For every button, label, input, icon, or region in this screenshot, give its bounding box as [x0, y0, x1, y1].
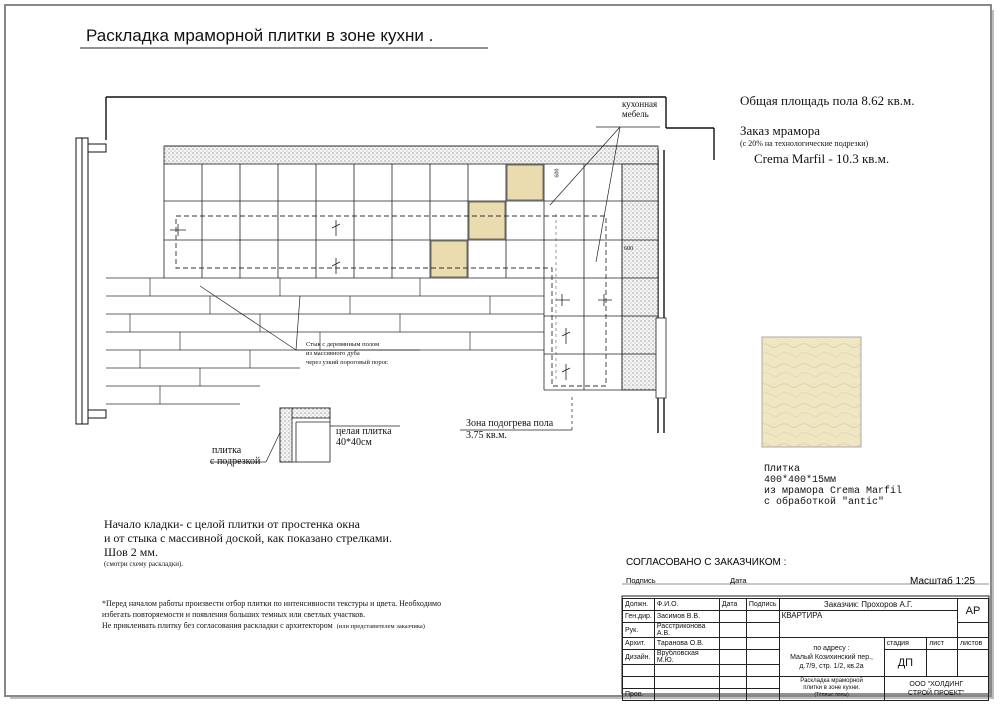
notes [104, 517, 392, 569]
label-furniture [622, 99, 657, 119]
tb-customer: Заказчик: Прохоров А.Г. [779, 599, 957, 611]
note-line-4: (смотри схему раскладки). [104, 560, 184, 568]
tb-stage-h: стадия [884, 638, 927, 650]
label-furniture-1: кухонная [622, 99, 658, 109]
label-whole-1: целая плитка [336, 426, 392, 437]
summary-order-title: Заказ мрамора [740, 123, 821, 138]
tb-r1-pos: Ген.дир. [623, 611, 655, 623]
tb-r5-blank [623, 665, 655, 677]
tb-r4-sign [746, 650, 779, 665]
label-joint [306, 340, 388, 367]
summary-area: Общая площадь пола 8.62 кв.м. [740, 93, 915, 108]
tb-r5-sign [746, 689, 779, 701]
tb-drawing-2: плитки в зоне кухни. [803, 685, 860, 691]
note-line-1: Начало кладки- с целой плитки от простенка окна [104, 517, 360, 531]
tb-blank-c [719, 677, 746, 689]
tb-code: АР [958, 599, 989, 623]
label-cut-2: с подрезкой [210, 456, 261, 467]
sample-caption [764, 464, 902, 508]
approval-scale: Масштаб 1:25 [910, 576, 976, 587]
wall-end [656, 318, 666, 398]
tb-r5-blank-3 [719, 665, 746, 677]
tb-drawing-1: Раскладка мраморной [800, 678, 863, 684]
label-whole-2: 40*40см [336, 437, 372, 448]
tb-r3-sign [746, 638, 779, 650]
page-title: Раскладка мраморной плитки в зоне кухни . [86, 26, 434, 45]
tb-blank-d [746, 677, 779, 689]
footnote-1: *Перед началом работы произвести отбор плитки по интенсивности текстуры и цвета. Необходимо [102, 599, 442, 608]
sample-line-1: Плитка [764, 464, 801, 475]
tile-detail [280, 408, 330, 462]
approval-agreed: СОГЛАСОВАНО С ЗАКАЗЧИКОМ : [626, 557, 787, 568]
tb-r2-date [719, 623, 746, 638]
sample-line-2: 400*400*15мм [764, 475, 837, 486]
tb-blank-b [654, 677, 719, 689]
footnotes [102, 598, 441, 632]
tb-r5-blank-2 [654, 665, 719, 677]
tile-grid [164, 164, 658, 390]
tb-h-sign: Подпись [746, 599, 779, 611]
note-line-2: и от стыка с массивной доской, как показано стрелками. [104, 531, 392, 545]
heated-zone-outline [176, 216, 606, 386]
tb-object: КВАРТИРА [779, 611, 957, 638]
summary-order-note: (с 20% на технологические подрезки) [740, 139, 869, 148]
tb-r1-name: Засимов В.В. [654, 611, 719, 623]
tb-sheet-h: лист [927, 638, 958, 650]
marble-sample [762, 337, 861, 447]
label-dim-1: 600 [554, 168, 561, 178]
tb-r3-date [719, 638, 746, 650]
tb-r5-pos: Пров. [623, 689, 655, 701]
wall-hatch-top [164, 146, 658, 164]
tb-r3-pos: Архит. [623, 638, 655, 650]
window [76, 138, 106, 424]
tb-r5-name [654, 689, 719, 701]
tb-address-3: д.7/9, стр. 1/2, кв.2а [799, 662, 864, 670]
tb-r2-pos: Рук. [623, 623, 655, 638]
title-block [622, 598, 989, 701]
label-heated-2: 3.75 кв.м. [466, 430, 507, 441]
start-arrows [170, 220, 612, 380]
label-whole-tile [336, 426, 392, 448]
tb-company-2: СТРОЙ ПРОЕКТ" [908, 689, 965, 697]
sample-line-4: с обработкой "antic" [764, 497, 885, 508]
highlight-tile [469, 202, 505, 239]
label-joint-1: Стык с деревянным полом [306, 341, 380, 348]
highlight-tile [431, 241, 467, 277]
label-heated-1: Зона подогрева пола [466, 418, 554, 429]
tb-r2-sign [746, 623, 779, 638]
tb-sheet [927, 650, 958, 677]
tb-address [779, 638, 884, 677]
footnote-3-main: Не приклеивать плитку без согласования раскладки с архитектором [102, 621, 333, 630]
label-joint-3: через узкий пороговый порог. [306, 359, 389, 366]
tb-h-name: Ф.И.О. [654, 599, 719, 611]
tb-company [884, 677, 988, 701]
tb-drawing [779, 677, 884, 701]
tb-company-1: ООО "ХОЛДИНГ [909, 680, 964, 688]
tb-r5-blank-4 [746, 665, 779, 677]
footnote-3 [102, 620, 441, 632]
tb-h-date: Дата [719, 599, 746, 611]
label-dim-2: 600 [624, 246, 633, 252]
tb-r2-name: Расстриконова А.В. [654, 623, 719, 638]
tb-r3-name: Таранова О.В. [654, 638, 719, 650]
tb-r1-date [719, 611, 746, 623]
highlight-tile [507, 165, 543, 200]
label-furniture-2: мебель [622, 109, 649, 119]
label-joint-2: из массивного дуба [306, 350, 360, 357]
tb-address-2: Малый Козихинский пер., [790, 653, 873, 661]
tb-stage: ДП [884, 650, 927, 677]
approval-signature: Подпись [626, 576, 656, 585]
summary-order-value: Crema Marfil - 10.3 кв.м. [754, 151, 890, 166]
footnote-3-sub: (или представителем заказчика) [336, 623, 425, 630]
label-cut-1: плитка [212, 445, 242, 456]
tb-r4-pos: Дизайн. [623, 650, 655, 665]
tb-address-1: по адресу : [813, 644, 850, 652]
tb-h-pos: Должн. [623, 599, 655, 611]
tb-blank-a [623, 677, 655, 689]
tb-r4-name: Врубловская М.Ю. [654, 650, 719, 665]
tb-r4-date [719, 650, 746, 665]
tb-r2-code-blank [958, 623, 989, 638]
tb-drawing-3: (Тёплые полы) [814, 692, 849, 698]
tb-sheets-h: листов [958, 638, 989, 650]
label-heated [466, 418, 553, 442]
tb-r5-date [719, 689, 746, 701]
tb-r1-sign [746, 611, 779, 623]
label-cut-tile [210, 445, 260, 467]
note-line-3: Шов 2 мм. [104, 545, 158, 559]
sample-line-3: из мрамора Crema Marfil [764, 486, 903, 497]
wall-hatch-right [622, 164, 658, 390]
footnote-2: избегать повторяемости и появления больших темных или светлых участков. [102, 610, 366, 619]
approval-date: Дата [730, 576, 747, 585]
tb-sheets [958, 650, 989, 677]
